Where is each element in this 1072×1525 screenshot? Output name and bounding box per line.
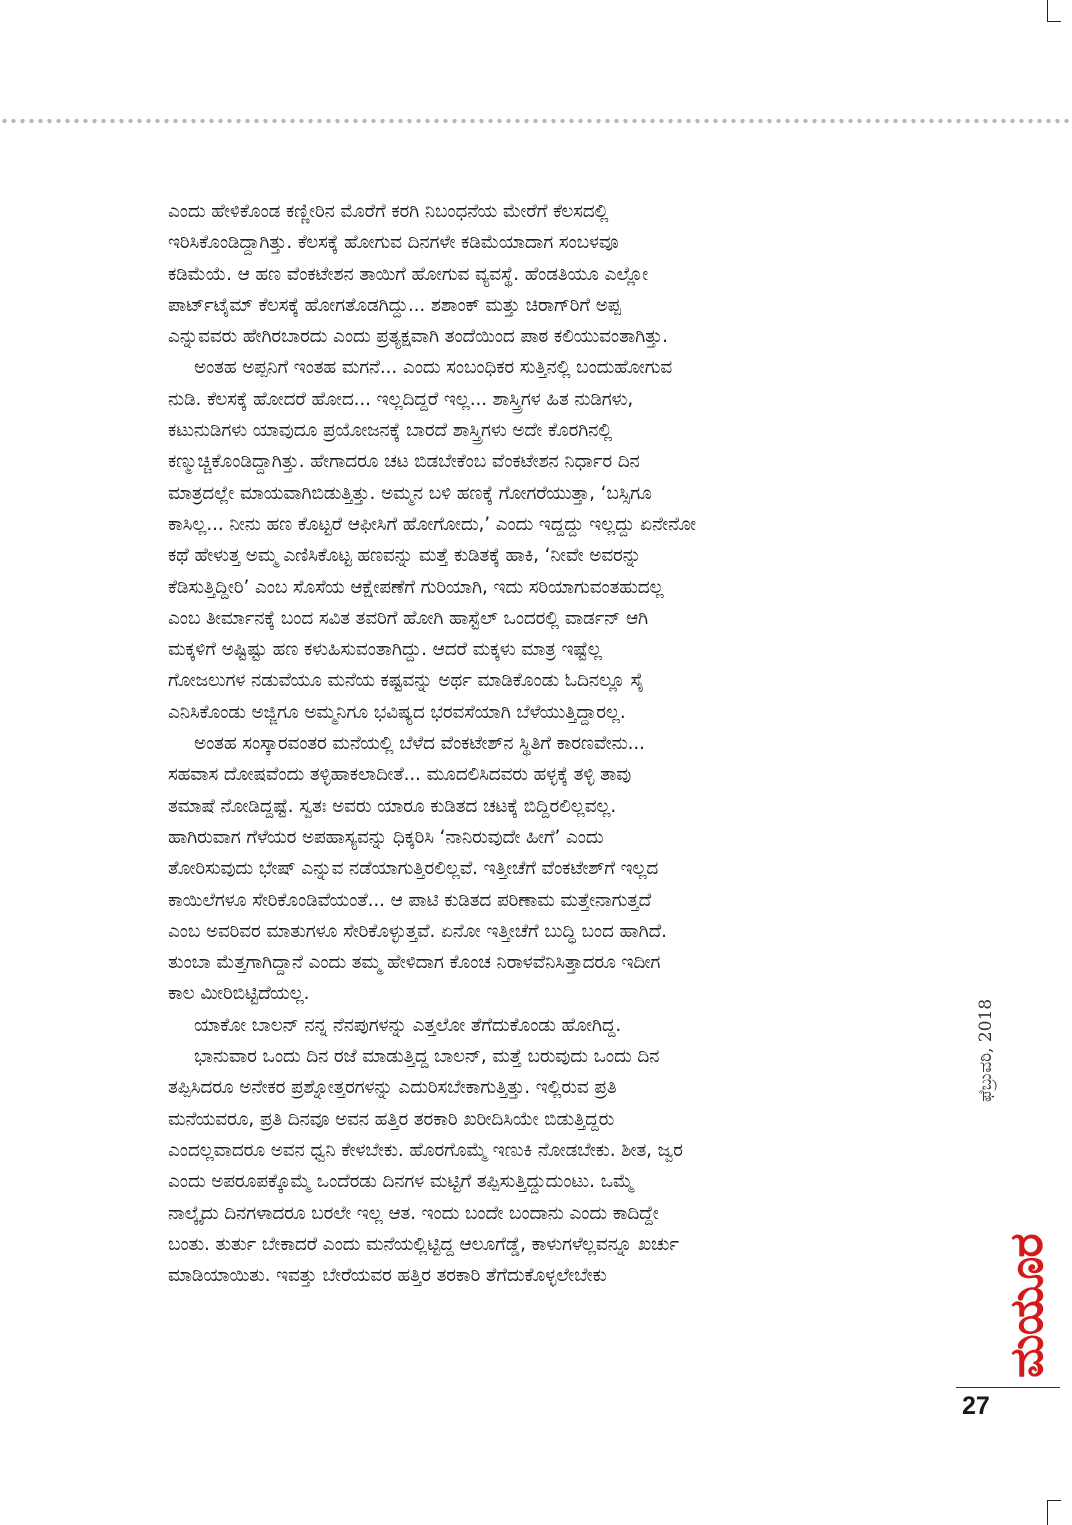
article-line: ತೋರಿಸುವುದು ಭೇಷ್ ಎನ್ನುವ ನಡೆಯಾಗುತ್ತಿರಲಿಲ್ಲವೆ. ಇತ್ತೀಚೆಗೆ ವೆಂಕಟೇಶ್‌ಗೆ ಇಲ್ಲದ — [168, 858, 659, 880]
article-line: ಕಥೆ ಹೇಳುತ್ತ ಅಮ್ಮ ಎಣಿಸಿಕೊಟ್ಟ ಹಣವನ್ನು ಮತ್ತೆ ಕುಡಿತಕ್ಕೆ ಹಾಕಿ, ‘ನೀವೇ ಅವರನ್ನು — [168, 545, 642, 567]
article-line: ಕಾಸಿಲ್ಲ... ನೀನು ಹಣ ಕೊಟ್ಟರೆ ಆಫೀಸಿಗೆ ಹೋಗೋದು,’ ಎಂದು ಇದ್ದದ್ದು ಇಲ್ಲದ್ದು ಏನೇನೋ — [168, 513, 696, 535]
article-line: ಭಾನುವಾರ ಒಂದು ದಿನ ರಜೆ ಮಾಡುತ್ತಿದ್ದ ಬಾಲನ್, ಮತ್ತೆ ಬರುವುದು ಒಂದು ದಿನ — [194, 1046, 660, 1068]
article-line: ಕಾಲ ಮೀರಿಬಿಟ್ಟಿದೆಯಲ್ಲ. — [168, 983, 310, 1005]
crop-mark-bottom-right-horizontal — [1047, 1500, 1061, 1501]
article-line: ನುಡಿ. ಕೆಲಸಕ್ಕೆ ಹೋದರೆ ಹೋದ... ಇಲ್ಲದಿದ್ದರೆ ಇಲ್ಲ... ಶಾಸ್ತ್ರಿಗಳ ಹಿತ ನುಡಿಗಳು, — [168, 388, 634, 410]
article-line: ತುಂಬಾ ಮೆತ್ತಗಾಗಿದ್ದಾನೆ ಎಂದು ತಮ್ಮ ಹೇಳಿದಾಗ ಕೊಂಚ ನಿರಾಳವೆನಿಸಿತ್ತಾದರೂ ಇದೀಗ — [168, 952, 661, 974]
article-line: ಬಂತು. ತುರ್ತು ಬೇಕಾದರೆ ಎಂದು ಮನೆಯಲ್ಲಿಟ್ಟಿದ್ದ ಆಲೂಗೆಡ್ಡೆ, ಕಾಳುಗಳೆಲ್ಲವನ್ನೂ ಖರ್ಚು — [168, 1233, 679, 1255]
crop-mark-top-right-vertical — [1047, 0, 1048, 22]
article-line: ಸಹವಾಸ ದೋಷವೆಂದು ತಳ್ಳಿಹಾಕಲಾದೀತೆ... ಮೂದಲಿಸಿದವರು ಹಳ್ಳಕ್ಕೆ ತಳ್ಳಿ ತಾವು — [168, 764, 632, 786]
article-line: ಅಂತಹ ಸಂಸ್ಕಾರವಂತರ ಮನೆಯಲ್ಲಿ ಬೆಳೆದ ವೆಂಕಟೇಶ್‌ನ ಸ್ಥಿತಿಗೆ ಕಾರಣವೇನು... — [194, 733, 645, 755]
article-line: ಎನಿಸಿಕೊಂಡು ಅಜ್ಜಿಗೂ ಅಮ್ಮನಿಗೂ ಭವಿಷ್ಯದ ಭರವಸೆಯಾಗಿ ಬೆಳೆಯುತ್ತಿದ್ದಾರಲ್ಲ. — [168, 701, 626, 723]
article-line: ಎಂದಲ್ಲವಾದರೂ ಅವನ ಧ್ವನಿ ಕೇಳಬೇಕು. ಹೊರಗೊಮ್ಮೆ ಇಣುಕಿ ನೋಡಬೇಕು. ಶೀತ, ಜ್ವರ — [168, 1139, 683, 1161]
article-line: ಇರಿಸಿಕೊಂಡಿದ್ದಾಗಿತ್ತು. ಕೆಲಸಕ್ಕೆ ಹೋಗುವ ದಿನಗಳೇ ಕಡಿಮೆಯಾದಾಗ ಸಂಬಳವೂ — [168, 232, 619, 254]
article-line: ಮನೆಯವರೂ, ಪ್ರತಿ ದಿನವೂ ಅವನ ಹತ್ತಿರ ತರಕಾರಿ ಖರೀದಿಸಿಯೇ ಬಿಡುತ್ತಿದ್ದರು — [168, 1108, 615, 1130]
article-line: ಅಂತಹ ಅಪ್ಪನಿಗೆ ಇಂತಹ ಮಗನೆ... ಎಂದು ಸಂಬಂಧಿಕರ ಸುತ್ತಿನಲ್ಲಿ ಬಂದುಹೋಗುವ — [194, 357, 673, 379]
article-line: ಮಾಡಿಯಾಯಿತು. ಇವತ್ತು ಬೇರೆಯವರ ಹತ್ತಿರ ತರಕಾರಿ ತೆಗೆದುಕೊಳ್ಳಲೇಬೇಕು — [168, 1265, 607, 1287]
article-line: ನಾಲ್ಕೈದು ದಿನಗಳಾದರೂ ಬರಲೇ ಇಲ್ಲ ಆತ. ಇಂದು ಬಂದೇ ಬಂದಾನು ಎಂದು ಕಾದಿದ್ದೇ — [168, 1202, 659, 1224]
article-line: ಕಾಯಿಲೆಗಳೂ ಸೇರಿಕೊಂಡಿವೆಯಂತೆ... ಆ ಪಾಟಿ ಕುಡಿತದ ಪರಿಣಾಮ ಮತ್ತೇನಾಗುತ್ತದೆ — [168, 889, 652, 911]
page-number-rule — [956, 1387, 1060, 1388]
article-line: ಮಕ್ಕಳಿಗೆ ಅಷ್ಟಿಷ್ಟು ಹಣ ಕಳುಹಿಸುವಂತಾಗಿದ್ದು. ಆದರೆ ಮಕ್ಕಳು ಮಾತ್ರ ಇಷ್ಟೆಲ್ಲ — [168, 639, 602, 661]
article-line: ಎಂದು ಅಪರೂಪಕ್ಕೊಮ್ಮೆ ಒಂದೆರಡು ದಿನಗಳ ಮಟ್ಟಿಗೆ ತಪ್ಪಿಸುತ್ತಿದ್ದುದುಂಟು. ಒಮ್ಮೆ — [168, 1171, 634, 1193]
article-line: ಕಡಿಮೆಯೆ. ಆ ಹಣ ವೆಂಕಟೇಶನ ತಾಯಿಗೆ ಹೋಗುವ ವ್ಯವಸ್ಥೆ. ಹೆಂಡತಿಯೂ ಎಲ್ಲೋ — [168, 263, 649, 285]
article-line: ಕೆಡಿಸುತ್ತಿದ್ದೀರಿ’ ಎಂಬ ಸೊಸೆಯ ಆಕ್ಷೇಪಣೆಗೆ ಗುರಿಯಾಗಿ, ಇದು ಸರಿಯಾಗುವಂತಹುದಲ್ಲ — [168, 576, 664, 598]
page-number: 27 — [962, 1392, 990, 1420]
issue-date: ಫೆಬ್ರುವರಿ, 2018 — [976, 998, 996, 1102]
article-body — [168, 196, 920, 1291]
article-line: ಪಾರ್ಟ್‌ಟೈಮ್ ಕೆಲಸಕ್ಕೆ ಹೋಗತೊಡಗಿದ್ದು... ಶಶಾಂಕ್ ಮತ್ತು ಚಿರಾಗ್‌ರಿಗೆ ಅಪ್ಪ — [168, 294, 621, 316]
article-line: ಎಂಬ ತೀರ್ಮಾನಕ್ಕೆ ಬಂದ ಸವಿತ ತವರಿಗೆ ಹೋಗಿ ಹಾಸ್ಟೆಲ್ ಒಂದರಲ್ಲಿ ವಾರ್ಡನ್ ಆಗಿ — [168, 607, 649, 629]
article-line: ಮಾತ್ರದಲ್ಲೇ ಮಾಯವಾಗಿಬಿಡುತ್ತಿತ್ತು. ಅಮ್ಮನ ಬಳಿ ಹಣಕ್ಕೆ ಗೋಗರೆಯುತ್ತಾ, ‘ಬಸ್ಸಿಗೂ — [168, 482, 652, 504]
article-line: ಹಾಗಿರುವಾಗ ಗೆಳೆಯರ ಅಪಹಾಸ್ಯವನ್ನು ಧಿಕ್ಕರಿಸಿ ‘ನಾನಿರುವುದೇ ಹೀಗೆ’ ಎಂದು — [168, 826, 604, 848]
article-line: ಯಾಕೋ ಬಾಲನ್ ನನ್ನ ನೆನಪುಗಳನ್ನು ಎತ್ತಲೋ ತೆಗೆದುಕೊಂಡು ಹೋಗಿದ್ದ. — [194, 1014, 622, 1036]
magazine-logo: ಮಯೂರ — [999, 1234, 1053, 1378]
article-line: ತಪ್ಪಿಸಿದರೂ ಅನೇಕರ ಪ್ರಶ್ನೋತ್ತರಗಳನ್ನು ಎದುರಿಸಬೇಕಾಗುತ್ತಿತ್ತು. ಇಲ್ಲಿರುವ ಪ್ರತಿ — [168, 1077, 617, 1099]
article-line: ಎಂದು ಹೇಳಿಕೊಂಡ ಕಣ್ಣೀರಿನ ಮೊರೆಗೆ ಕರಗಿ ನಿಬಂಧನೆಯ ಮೇರೆಗೆ ಕೆಲಸದಲ್ಲಿ — [168, 201, 609, 222]
article-line: ಕಟುನುಡಿಗಳು ಯಾವುದೂ ಪ್ರಯೋಜನಕ್ಕೆ ಬಾರದೆ ಶಾಸ್ತ್ರಿಗಳು ಅದೇ ಕೊರಗಿನಲ್ಲಿ — [168, 420, 613, 442]
crop-mark-bottom-right-vertical — [1047, 1500, 1048, 1525]
crop-mark-top-right-horizontal — [1047, 21, 1061, 22]
header-dotted-rule — [0, 118, 1072, 124]
article-line: ಕಣ್ಮುಚ್ಚಿಕೊಂಡಿದ್ದಾಗಿತ್ತು. ಹೇಗಾದರೂ ಚಟ ಬಿಡಬೇಕೆಂಬ ವೆಂಕಟೇಶನ ನಿರ್ಧಾರ ದಿನ — [168, 451, 640, 473]
article-line: ಎಂಬ ಅವರಿವರ ಮಾತುಗಳೂ ಸೇರಿಕೊಳ್ಳುತ್ತವೆ. ಏನೋ ಇತ್ತೀಚೆಗೆ ಬುದ್ಧಿ ಬಂದ ಹಾಗಿದೆ. — [168, 920, 667, 942]
article-line: ಗೋಜಲುಗಳ ನಡುವೆಯೂ ಮನೆಯ ಕಷ್ಟವನ್ನು ಅರ್ಥ ಮಾಡಿಕೊಂಡು ಓದಿನಲ್ಲೂ ಸೈ — [168, 670, 644, 692]
article-line: ತಮಾಷೆ ನೋಡಿದ್ದಷ್ಟೆ. ಸ್ವತಃ ಅವರು ಯಾರೂ ಕುಡಿತದ ಚಟಕ್ಕೆ ಬಿದ್ದಿರಲಿಲ್ಲವಲ್ಲ. — [168, 795, 617, 817]
article-line: ಎನ್ನುವವರು ಹೇಗಿರಬಾರದು ಎಂದು ಪ್ರತ್ಯಕ್ಷವಾಗಿ ತಂದೆಯಿಂದ ಪಾಠ ಕಲಿಯುವಂತಾಗಿತ್ತು. — [168, 326, 668, 348]
